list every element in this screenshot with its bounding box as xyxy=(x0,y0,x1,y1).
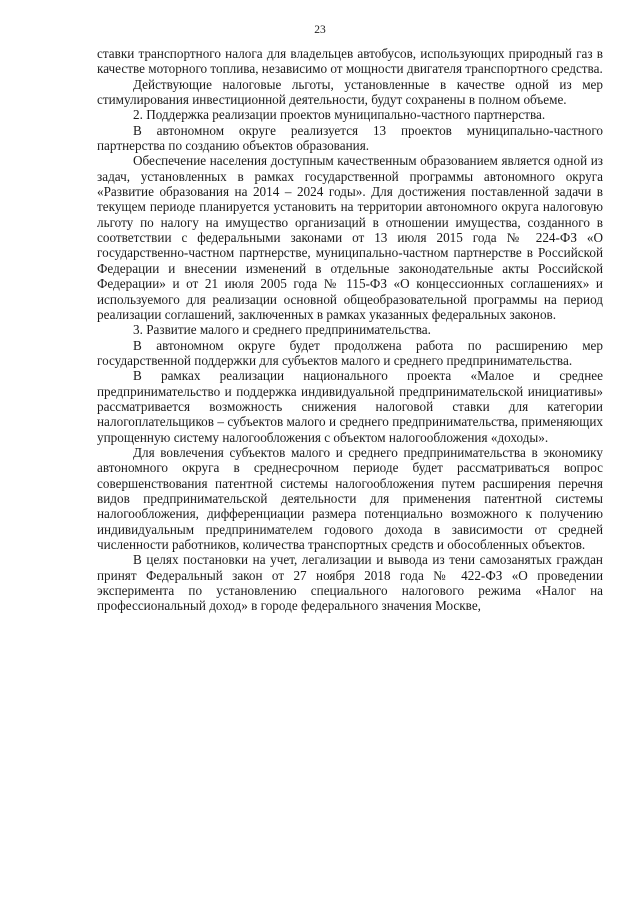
paragraph-sme-national-project: В рамках реализации национального проекта «Малое и среднее предпринимательство и поддержка индивидуальной предпринимательской инициативы» рассматривается возможность снижения налоговой ставки для категории налогоплательщиков – субъектов малого и среднего предпринимательства, применяющих упрощенную систему налогообложения с объектом налогообложения «доходы». xyxy=(97,368,603,445)
paragraph-sme-support: В автономном округе будет продолжена работа по расширению мер государственной поддержки для субъектов малого и среднего предпринимательства. xyxy=(97,337,603,368)
document-body xyxy=(97,46,603,614)
section-heading-sme: 3. Развитие малого и среднего предпринимательства. xyxy=(133,322,431,338)
paragraph-investment-benefits: Действующие налоговые льготы, установленные в качестве одной из мер стимулирования инвестиционной деятельности, будут сохранены в полном объеме. xyxy=(97,76,603,108)
page-number: 23 xyxy=(314,24,326,36)
paragraph-education-benefit: Обеспечение населения доступным качественным образованием является одной из задач, установленных в рамках государственной программы автономного округа «Развитие образования на 2014 – 2024 годы». Для достижения поставленной задачи в текущем периоде планируется установить на территории автономного округа налоговую льготу по налогу на имущество организаций в отношении имущества, созданного в соответствии с федеральными законами от 13 июля 2015 года № 224-ФЗ «О государственно-частном партнерстве, муниципально-частном партнерстве в Российской Федерации и внесении изменений в отдельные законодательные акты Российской Федерации» и от 21 июля 2005 года № 115-ФЗ «О концессионных соглашениях» и используемого для реализации основной общеобразовательной программы на период реализации соглашений, заключенных в рамках указанных федеральных законов. xyxy=(97,153,603,322)
paragraph-transport-tax-continuation: ставки транспортного налога для владельцев автобусов, использующих природный газ в качестве моторного топлива, независимо от мощности двигателя транспортного средства. xyxy=(97,46,603,77)
paragraph-self-employed: В целях постановки на учет, легализации и вывода из тени самозанятых граждан принят Федеральный закон от 27 ноября 2018 года № 422-ФЗ «О проведении эксперимента по установлению специального налогового режима «Налог на профессиональный доход» в городе федерального значения Москве, xyxy=(97,552,603,614)
paragraph-mcp-projects: В автономном округе реализуется 13 проектов муниципально-частного партнерства по созданию объектов образования. xyxy=(97,122,603,154)
section-heading-mcp: 2. Поддержка реализации проектов муниципально-частного партнерства. xyxy=(133,107,546,123)
paragraph-patent-system: Для вовлечения субъектов малого и среднего предпринимательства в экономику автономного округа в среднесрочном периоде будет рассматриваться вопрос совершенствования патентной системы налогообложения путем расширения перечня видов предпринимательской деятельности для применения патентной системы налогообложения, дифференциации размера потенциально возможного к получению индивидуальным предпринимателем годового дохода в зависимости от средней численности работников, количества транспортных средств и обособленных объектов. xyxy=(97,444,603,552)
